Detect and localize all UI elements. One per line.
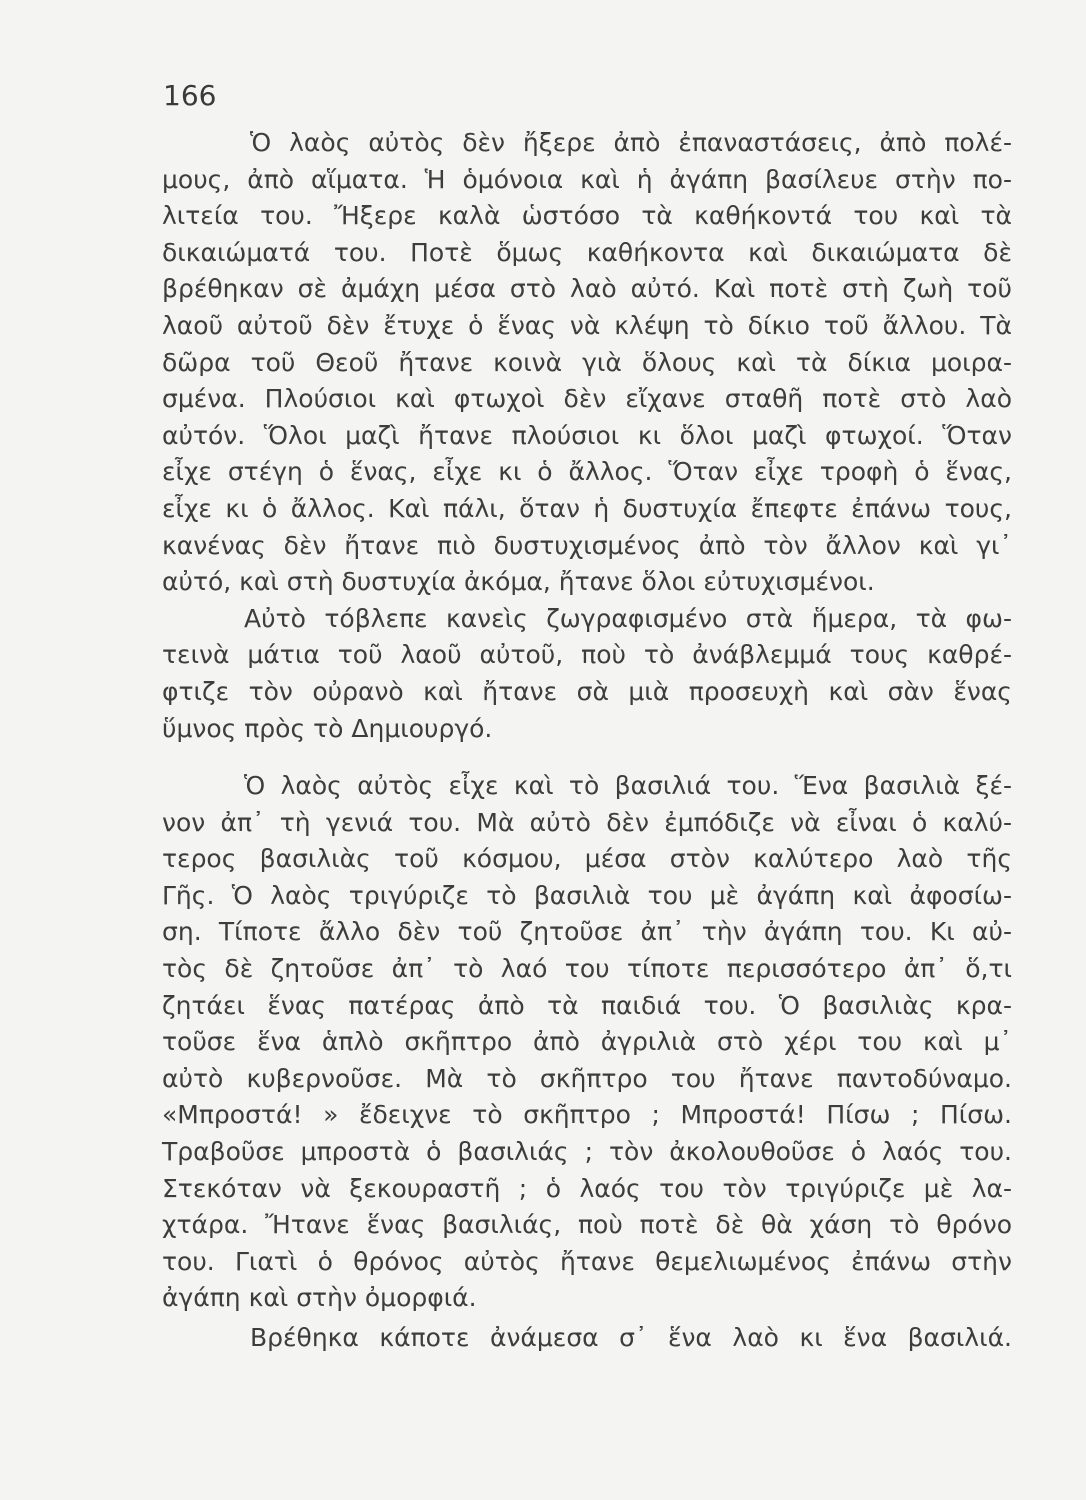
text-line: ζητάει ἕνας πατέρας ἀπὸ τὰ παιδιά του. Ὁ βασιλιὰς κρα- [162, 990, 1012, 1020]
paragraph-3 [162, 1320, 1012, 1357]
text-line: δῶρα τοῦ Θεοῦ ἤτανε κοινὰ γιὰ ὅλους καὶ τὰ δίκια μοιρα- [162, 347, 1012, 377]
text-line: βρέθηκαν σὲ ἀμάχη μέσα στὸ λαὸ αὐτό. Καὶ ποτὲ στὴ ζωὴ τοῦ [162, 274, 1012, 304]
text-line: χτάρα. Ἤτανε ἕνας βασιλιάς, ποὺ ποτὲ δὲ θὰ χάση τὸ θρόνο [162, 1210, 1012, 1240]
text-line: Αὐτὸ τόβλεπε κανεὶς ζωγραφισμένο στὰ ἥμερα, τὰ φω- [244, 603, 1012, 633]
text-line: αὐτὸ κυβερνοῦσε. Μὰ τὸ σκῆπτρο του ἤτανε παντοδύναμο. [162, 1063, 1012, 1093]
text-line: σμένα. Πλούσιοι καὶ φτωχοὶ δὲν εἴχανε σταθῆ ποτὲ στὸ λαὸ [162, 384, 1012, 414]
text-line: μους, ἀπὸ αἵματα. Ἡ ὁμόνοια καὶ ἡ ἀγάπη βασίλευε στὴν πο- [162, 164, 1012, 194]
text-line: τοῦσε ἕνα ἁπλὸ σκῆπτρο ἀπὸ ἀγριλιὰ στὸ χέρι του καὶ μ᾽ [162, 1027, 1012, 1057]
text-line: κανένας δὲν ἤτανε πιὸ δυστυχισμένος ἀπὸ τὸν ἄλλον καὶ γι᾽ [162, 530, 1012, 560]
text-line: λιτεία του. Ἤξερε καλὰ ὡστόσο τὰ καθήκοντά του καὶ τὰ [162, 201, 1012, 231]
text-line: Γῆς. Ὁ λαὸς τριγύριζε τὸ βασιλιὰ του μὲ ἀγάπη καὶ ἀφοσίω- [162, 880, 1012, 910]
text-line: Στεκόταν νὰ ξεκουραστῆ ; ὁ λαός του τὸν τριγύριζε μὲ λα- [162, 1173, 1012, 1203]
page-number: 166 [163, 79, 217, 112]
text-line: εἶχε κι ὁ ἄλλος. Καὶ πάλι, ὅταν ἡ δυστυχία ἔπεφτε ἐπάνω τους, [162, 493, 1012, 523]
text-line: Βρέθηκα κάποτε ἀνάμεσα σ᾽ ἕνα λαὸ κι ἕνα βασιλιά. [250, 1323, 1012, 1352]
text-line: αὐτό, καὶ στὴ δυστυχία ἀκόμα, ἤτανε ὅλοι εὐτυχισμένοι. [162, 567, 875, 597]
text-line: Τραβοῦσε μπροστὰ ὁ βασιλιάς ; τὸν ἀκολουθοῦσε ὁ λαός του. [162, 1136, 1012, 1166]
paragraph-2 [162, 768, 1012, 1317]
text-line: τὸς δὲ ζητοῦσε ἀπ᾽ τὸ λαό του τίποτε περισσότερο ἀπ᾽ ὅ,τι [162, 953, 1012, 983]
text-line: Ὁ λαὸς αὐτὸς εἶχε καὶ τὸ βασιλιά του. Ἕνα βασιλιὰ ξέ- [244, 771, 1012, 800]
paragraph-1 [162, 125, 1012, 747]
text-line: εἶχε στέγη ὁ ἕνας, εἶχε κι ὁ ἄλλος. Ὅταν εἶχε τροφὴ ὁ ἕνας, [162, 457, 1012, 487]
text-line: νον ἀπ᾽ τὴ γενιά του. Μὰ αὐτὸ δὲν ἐμπόδιζε νὰ εἶναι ὁ καλύ- [162, 807, 1012, 837]
text-line: τεινὰ μάτια τοῦ λαοῦ αὐτοῦ, ποὺ τὸ ἀνάβλεμμά τους καθρέ- [162, 640, 1012, 670]
text-line: ὕμνος πρὸς τὸ Δημιουργό. [162, 713, 493, 743]
text-line: τερος βασιλιὰς τοῦ κόσμου, μέσα στὸν καλύτερο λαὸ τῆς [162, 844, 1012, 874]
text-line: λαοῦ αὐτοῦ δὲν ἔτυχε ὁ ἕνας νὰ κλέψη τὸ δίκιο τοῦ ἄλλου. Τὰ [162, 310, 1012, 340]
text-line: του. Γιατὶ ὁ θρόνος αὐτὸς ἤτανε θεμελιωμένος ἐπάνω στὴν [162, 1246, 1012, 1276]
text-line: φτιζε τὸν οὐρανὸ καὶ ἤτανε σὰ μιὰ προσευχὴ καὶ σὰν ἕνας [162, 676, 1012, 706]
text-line: «Μπροστά! » ἔδειχνε τὸ σκῆπτρο ; Μπροστά! Πίσω ; Πίσω. [162, 1100, 1012, 1130]
text-line: ση. Τίποτε ἄλλο δὲν τοῦ ζητοῦσε ἀπ᾽ τὴν ἀγάπη του. Κι αὐ- [162, 917, 1012, 947]
text-line: αὐτόν. Ὅλοι μαζὶ ἤτανε πλούσιοι κι ὅλοι μαζὶ φτωχοί. Ὅταν [162, 420, 1012, 450]
text-line: ἀγάπη καὶ στὴν ὀμορφιά. [162, 1283, 477, 1313]
text-line: Ὁ λαὸς αὐτὸς δὲν ἤξερε ἀπὸ ἐπαναστάσεις, ἀπὸ πολέ- [250, 128, 1012, 157]
text-line: δικαιώματά του. Ποτὲ ὅμως καθήκοντα καὶ δικαιώματα δὲ [162, 237, 1012, 267]
